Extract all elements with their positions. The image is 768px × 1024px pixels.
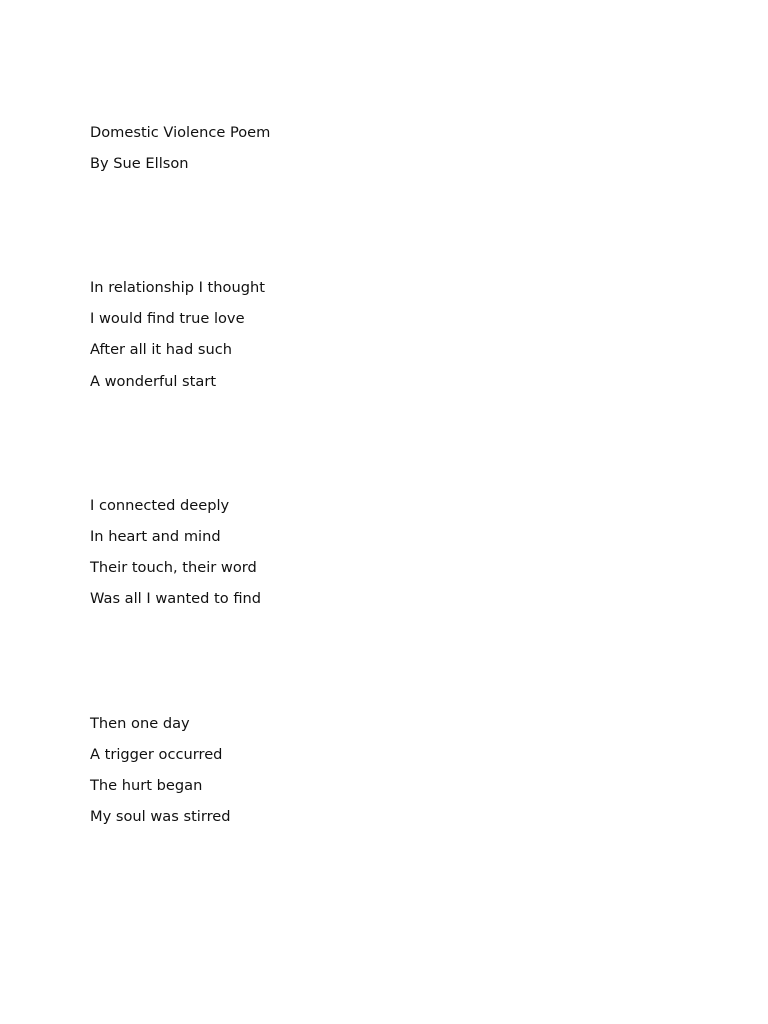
poem-line: I would find true love (90, 310, 245, 327)
poem-line: Then one day (90, 715, 190, 732)
poem-line: I connected deeply (90, 497, 230, 514)
poem-line: A wonderful start (90, 373, 217, 390)
poem-line: The hurt began (90, 777, 203, 794)
poem-line: Their touch, their word (90, 559, 257, 576)
poem-line: Was all I wanted to find (90, 590, 262, 607)
poem-line: A trigger occurred (90, 746, 223, 763)
poem-line: My soul was stirred (90, 808, 231, 825)
poem-author: By Sue Ellson (90, 155, 189, 172)
poem-line: After all it had such (90, 341, 233, 358)
poem-title: Domestic Violence Poem (90, 124, 271, 141)
poem-line: In relationship I thought (90, 279, 265, 296)
poem-line: In heart and mind (90, 528, 221, 545)
